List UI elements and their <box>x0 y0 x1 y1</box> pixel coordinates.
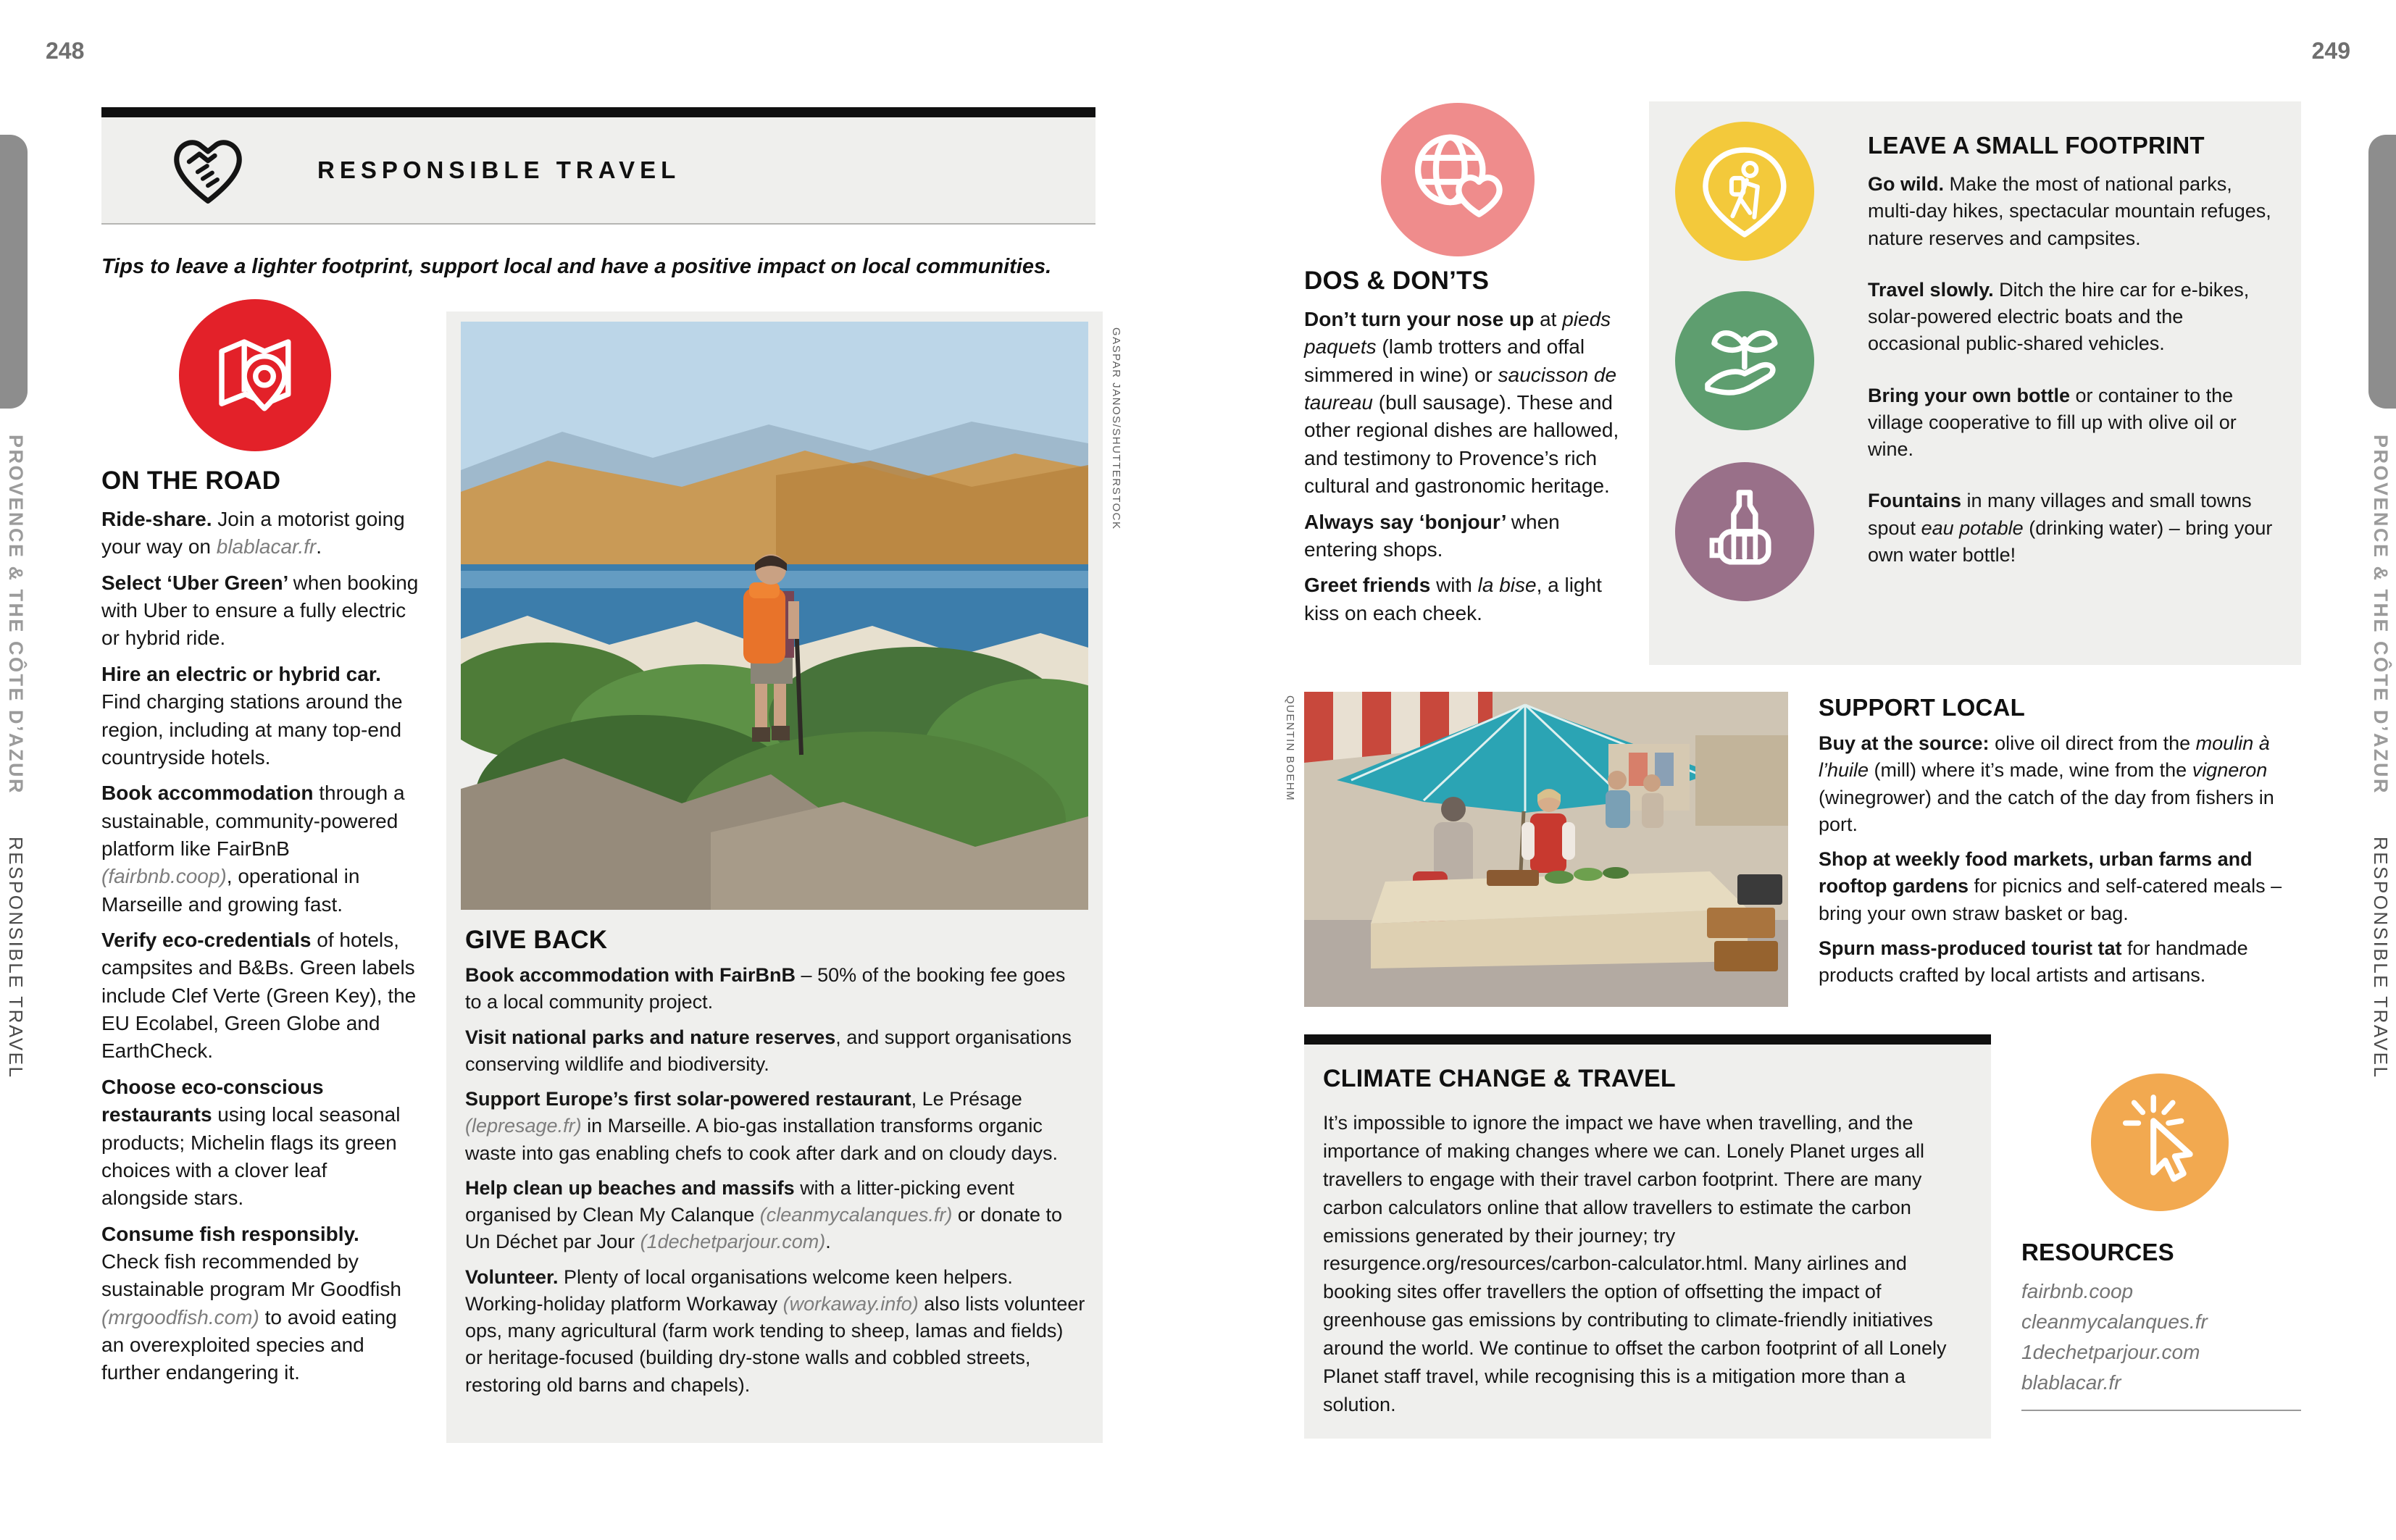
hiker-pin-icon <box>1675 122 1814 261</box>
tip-paragraph: Visit national parks and nature reserves, and support organisations conserving wildlife and biodiversity. <box>465 1026 1072 1075</box>
support-local-column <box>1819 730 2303 997</box>
tip-paragraph: Volunteer. Plenty of local organisations welcome keen helpers. Working-holiday platform Workaway (workaway.info) also lists volunteer ops, many agricultural (farm work tending to sheep, lamas and fields) or heritage-focused (building dry-stone walls and cobbled streets, restoring old barns and chapels). <box>465 1265 1085 1396</box>
edge-region-label: PROVENCE & THE CÔTE D’AZUR <box>2370 435 2392 795</box>
footer-divider <box>2021 1410 2301 1411</box>
give-back-panel <box>446 311 1103 1443</box>
chapter-tagline: Tips to leave a lighter footprint, support local and have a positive impact on local communities. <box>101 255 1052 278</box>
seedling-hand-icon <box>1675 291 1814 430</box>
resource-link: fairbnb.coop <box>2021 1280 2134 1302</box>
tip-paragraph: Don’t turn your nose up at pieds paquets (lamb trotters and offal simmered in wine) or saucisson de taureau (bull sausage). These and other regional dishes are hallowed, and testimony to Provence’s rich cultural and gastronomic heritage. <box>1304 308 1619 498</box>
page-number-right: 249 <box>2311 38 2350 64</box>
map-pin-icon <box>179 299 331 451</box>
cursor-click-icon <box>2091 1074 2229 1211</box>
tip-paragraph: Select ‘Uber Green’ when booking with Uber to ensure a fully electric or hybrid ride. <box>101 571 419 650</box>
resource-link: 1dechetparjour.com <box>2021 1341 2200 1363</box>
chapter-title: RESPONSIBLE TRAVEL <box>317 156 681 183</box>
tip-paragraph: Book accommodation with FairBnB – 50% of the booking fee goes to a local community project. <box>465 964 1066 1013</box>
tip-paragraph: Verify eco-credentials of hotels, campsites and B&Bs. Green labels include Clef Verte (Green Key), the EU Ecolabel, Green Globe and EarthCheck. <box>101 929 417 1063</box>
tip-paragraph: Consume fish responsibly. Check fish recommended by sustainable program Mr Goodfish (mrgoodfish.com) to avoid eating an overexploited species and further endangering it. <box>101 1222 401 1384</box>
page-number-left: 248 <box>46 38 85 64</box>
resource-link: cleanmycalanques.fr <box>2021 1310 2208 1333</box>
tip-paragraph: Hire an electric or hybrid car. Find charging stations around the region, including at many top-end countryside hotels. <box>101 662 403 769</box>
section-heading-climate: CLIMATE CHANGE & TRAVEL <box>1323 1065 1676 1092</box>
tip-paragraph: Choose eco-conscious restaurants using local seasonal products; Michelin flags its green choices with a clover leaf alongside stars. <box>101 1075 401 1210</box>
on-the-road-column <box>101 506 419 1395</box>
tip-paragraph: Travel slowly. Ditch the hire car for e-bikes, solar-powered electric boats and the occasional public-shared vehicles. <box>1868 278 2250 355</box>
handshake-heart-icon <box>165 127 251 213</box>
hiker-calanques-photo <box>461 322 1088 910</box>
give-back-column <box>465 962 1085 1407</box>
section-heading-resources: RESOURCES <box>2021 1239 2174 1265</box>
photo-credit: QUENTIN BOEHM <box>1284 695 1296 802</box>
small-footprint-column <box>1868 171 2279 593</box>
market-photo <box>1304 692 1788 1007</box>
tip-paragraph: Bring your own bottle or container to the village cooperative to fill up with olive oil or wine. <box>1868 384 2237 460</box>
chapter-thumb-tab-left <box>0 135 28 409</box>
tip-paragraph: Go wild. Make the most of national parks, multi-day hikes, spectacular mountain refuges, nature reserves and campsites. <box>1868 173 2271 249</box>
resource-link: blablacar.fr <box>2021 1371 2121 1394</box>
chapter-thumb-tab-right <box>2368 135 2396 409</box>
tip-paragraph: Greet friends with la bise, a light kiss on each cheek. <box>1304 574 1602 624</box>
resources-links <box>2021 1276 2208 1398</box>
tip-paragraph: Buy at the source: olive oil direct from the moulin à l’huile (mill) where it’s made, wine from the vigneron (winegrower) and the catch of the day from fishers in port. <box>1819 732 2274 835</box>
dos-donts-column <box>1304 306 1621 635</box>
market-table <box>1371 867 1748 968</box>
tip-paragraph: Always say ‘bonjour’ when entering shops. <box>1304 510 1560 561</box>
tip-paragraph: Ride-share. Join a motorist going your way on blablacar.fr. <box>101 508 405 558</box>
edge-section-label: RESPONSIBLE TRAVEL <box>5 837 27 1079</box>
edge-title-left <box>4 435 27 1079</box>
photo-credit: GASPAR JANOS/SHUTTERSTOCK <box>1110 327 1122 530</box>
small-footprint-panel <box>1649 101 2301 665</box>
tip-paragraph: Spurn mass-produced tourist tat for handmade products crafted by local artists and artisans. <box>1819 937 2248 986</box>
climate-body-text: It’s impossible to ignore the impact we have when travelling, and the importance of making changes where we can. Lonely Planet urges all travellers to engage with their travel carbon footprint. There are many carbon calculators online that allow travellers to estimate the carbon emissions generated by their journey; try resurgence.org/resources/carbon-calculator.html. Many airlines and booking sites offer travellers the option of offsetting the impact of greenhouse gas emissions by contributing to climate-friendly initiatives around the world. We continue to offset the carbon footprint of all Lonely Planet staff travel, while recognising this is a mitigation more than a solution. <box>1323 1112 1947 1415</box>
section-heading-on-the-road: ON THE ROAD <box>101 466 281 495</box>
edge-region-label: PROVENCE & THE CÔTE D’AZUR <box>5 435 27 795</box>
tip-paragraph: Fountains in many villages and small towns spout eau potable (drinking water) – bring your own water bottle! <box>1868 490 2273 566</box>
chapter-header <box>101 107 1095 225</box>
tip-paragraph: Book accommodation through a sustainable, community-powered platform like FairBnB (fairbnb.coop), operational in Marseille and growing fast. <box>101 782 405 916</box>
tip-paragraph: Support Europe’s first solar-powered restaurant, Le Présage (lepresage.fr) in Marseille. A bio-gas installation transforms organic waste into gas enabling chefs to cook after dark and on cloudy days. <box>465 1088 1059 1164</box>
tip-paragraph: Help clean up beaches and massifs with a litter-picking event organised by Clean My Calanque (cleanmycalanques.fr) or donate to Un Déchet par Jour (1dechetparjour.com). <box>465 1176 1062 1253</box>
section-heading-support-local: SUPPORT LOCAL <box>1819 694 2025 721</box>
edge-title-right <box>2369 435 2392 1079</box>
section-heading-give-back: GIVE BACK <box>465 926 608 954</box>
climate-change-box <box>1304 1034 1991 1439</box>
edge-section-label: RESPONSIBLE TRAVEL <box>2370 837 2392 1079</box>
section-heading-dos-donts: DOS & DON’TS <box>1304 267 1490 295</box>
section-heading-small-footprint: LEAVE A SMALL FOOTPRINT <box>1868 132 2205 159</box>
tip-paragraph: Shop at weekly food markets, urban farms and rooftop gardens for picnics and self-catered meals – bring your own straw basket or bag. <box>1819 848 2282 924</box>
bottle-hand-icon <box>1675 462 1814 601</box>
globe-heart-icon <box>1381 103 1535 256</box>
